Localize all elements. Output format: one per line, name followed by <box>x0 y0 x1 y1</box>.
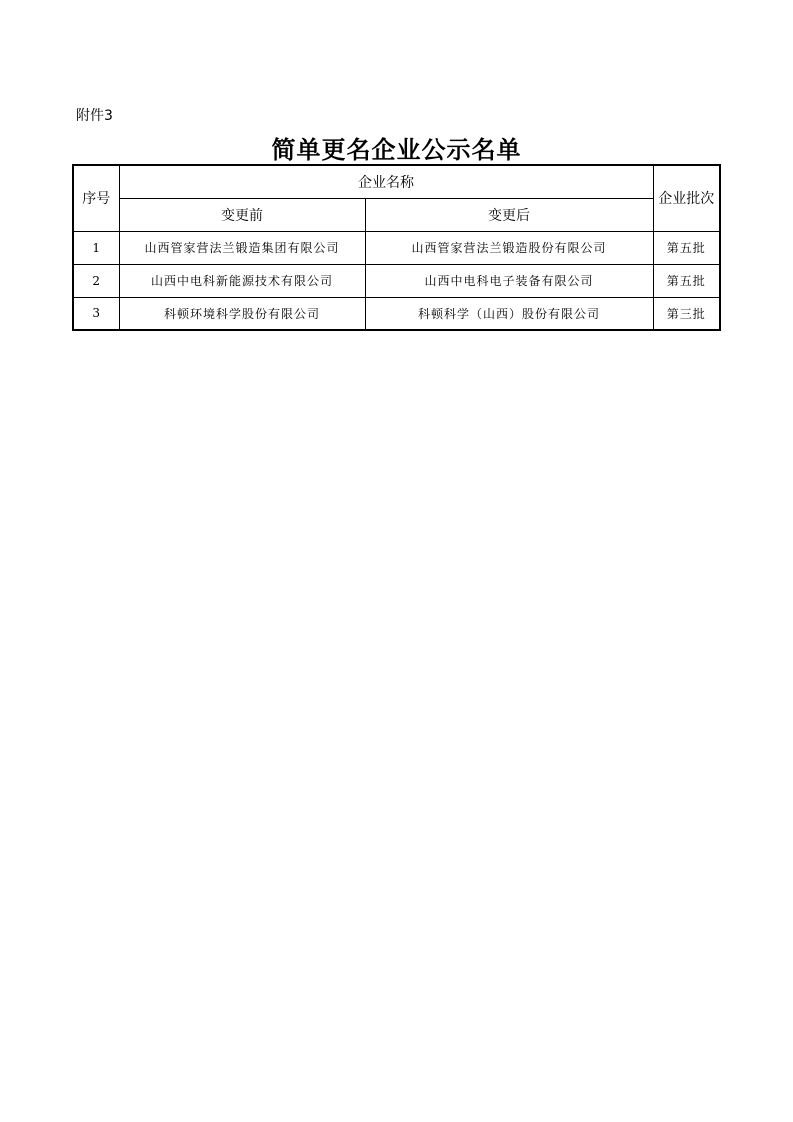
table-row <box>73 264 720 297</box>
cell-before: 山西管家营法兰锻造集团有限公司 <box>119 231 365 264</box>
table-subheader-row <box>73 198 720 231</box>
cell-after: 山西管家营法兰锻造股份有限公司 <box>365 231 653 264</box>
cell-seq: 2 <box>73 264 119 297</box>
cell-batch: 第五批 <box>653 231 720 264</box>
table-header-row <box>73 165 720 198</box>
header-company-name: 企业名称 <box>119 165 653 198</box>
cell-batch: 第三批 <box>653 297 720 330</box>
page-title: 简单更名企业公示名单 <box>271 135 522 164</box>
cell-batch: 第五批 <box>653 264 720 297</box>
header-batch: 企业批次 <box>653 165 720 231</box>
header-after: 变更后 <box>365 198 653 231</box>
rename-table <box>72 164 721 331</box>
cell-after: 山西中电科电子装备有限公司 <box>365 264 653 297</box>
cell-before: 科顿环境科学股份有限公司 <box>119 297 365 330</box>
table-row <box>73 297 720 330</box>
header-seq: 序号 <box>73 165 119 231</box>
cell-before: 山西中电科新能源技术有限公司 <box>119 264 365 297</box>
table-row <box>73 231 720 264</box>
cell-seq: 1 <box>73 231 119 264</box>
cell-seq: 3 <box>73 297 119 330</box>
cell-after: 科顿科学（山西）股份有限公司 <box>365 297 653 330</box>
header-before: 变更前 <box>119 198 365 231</box>
attachment-label: 附件3 <box>76 108 113 124</box>
